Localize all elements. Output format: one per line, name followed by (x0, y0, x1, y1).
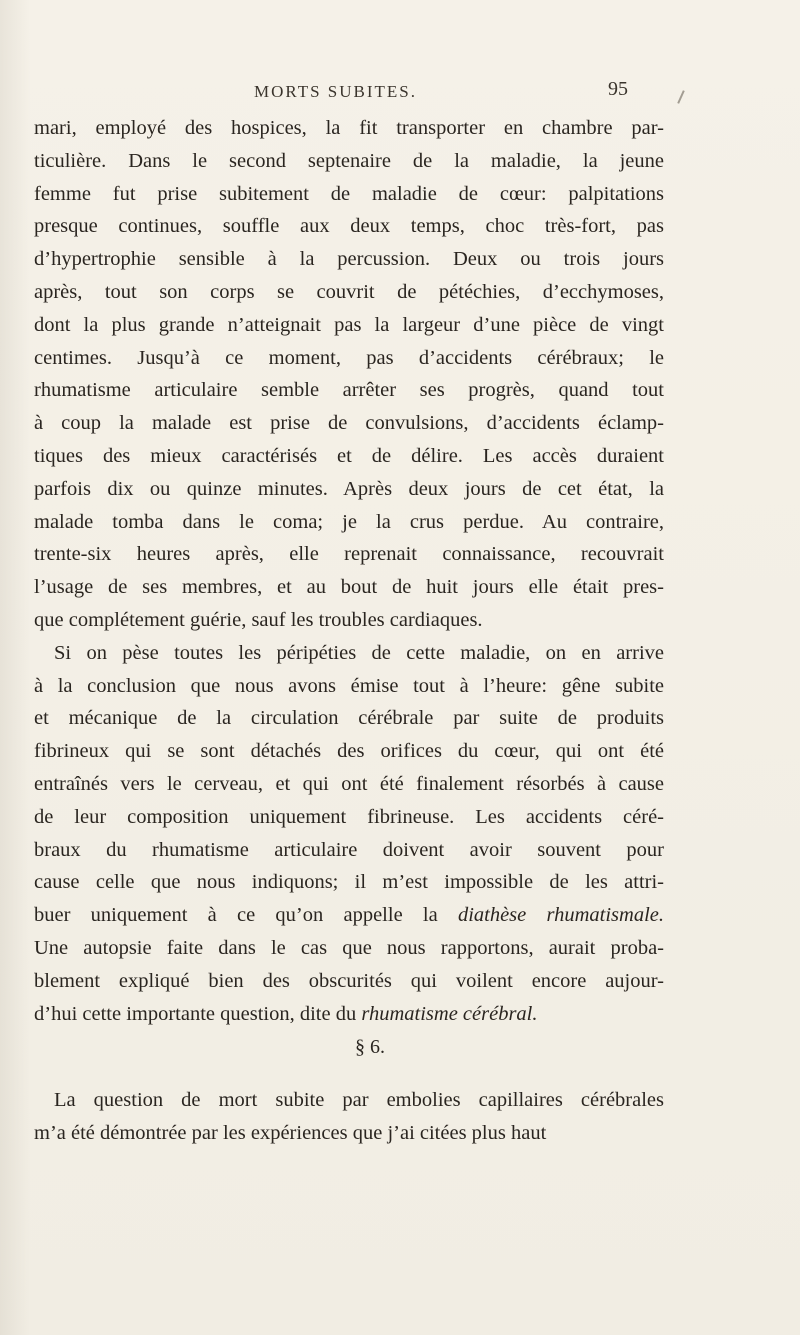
text-line: rhumatisme articulaire semble arrêter ses progrès, quand tout (34, 379, 664, 402)
running-head: MORTS SUBITES. (254, 82, 418, 101)
page-number: 95 (608, 78, 628, 100)
text-line: malade tomba dans le coma; je la crus perdue. Au contraire, (34, 510, 664, 533)
text-line: à la conclusion que nous avons émise tout à l’heure: gêne subite (34, 674, 664, 697)
section-heading (0, 1036, 800, 1059)
text-line: Si on pèse toutes les péripéties de cette maladie, on en arrive (54, 641, 664, 664)
text-line (34, 899, 664, 932)
text-line: m’a été démontrée par les expériences que j’ai citées plus haut (34, 1121, 547, 1144)
text-line: femme fut prise subitement de maladie de cœur: palpitations (34, 182, 664, 205)
text-line: braux du rhumatisme articulaire doivent avoir souvent pour (34, 838, 664, 861)
text-line: et mécanique de la circulation cérébrale par suite de produits (34, 707, 664, 730)
text-line: que complétement guérie, sauf les troubles cardiaques. (34, 608, 483, 631)
text-line: ticulière. Dans le second septenaire de la maladie, la jeune (34, 149, 664, 172)
text-line: entraînés vers le cerveau, et qui ont été finalement résorbés à cause (34, 772, 664, 795)
text-line: Une autopsie faite dans le cas que nous rapportons, aurait proba- (34, 936, 664, 959)
italic-term: rhumatisme cérébral. (361, 1002, 538, 1025)
text-line: cause celle que nous indiquons; il m’est impossible de les attri- (34, 871, 664, 894)
text-line: parfois dix ou quinze minutes. Après deux jours de cet état, la (34, 477, 664, 500)
italic-term: diathèse rhumatismale. (457, 904, 664, 927)
text-line: fibrineux qui se sont détachés des orifices du cœur, qui ont été (34, 740, 664, 763)
text-line: La question de mort subite par embolies capillaires cérébrales (54, 1089, 664, 1111)
text-line: mari, employé des hospices, la fit transporter en chambre par- (34, 117, 664, 139)
text-line: trente-six heures après, elle reprenait connaissance, recouvrait (34, 543, 664, 566)
paragraph-2 (34, 637, 664, 1031)
text-line: l’usage de ses membres, et au bout de huit jours elle était pres- (34, 576, 664, 599)
paragraph-3 (34, 1084, 664, 1150)
paragraph-1 (34, 112, 664, 637)
text-line: d’hypertrophie sensible à la percussion. Deux ou trois jours (34, 248, 664, 271)
text-segment: d’hui cette importante question, dite du (34, 1002, 357, 1025)
text-line: de leur composition uniquement fibrineuse. Les accidents céré- (34, 805, 664, 828)
text-line: presque continues, souffle aux deux temps, choc très-fort, pas (34, 215, 664, 238)
text-line: dont la plus grande n’atteignait pas la largeur d’une pièce de vingt (34, 313, 664, 336)
text-line: centimes. Jusqu’à ce moment, pas d’accidents cérébraux; le (34, 346, 664, 369)
text-line: à coup la malade est prise de convulsions, d’accidents éclamp- (34, 412, 664, 435)
text-line (34, 998, 664, 1031)
section-label: § 6. (355, 1036, 385, 1058)
text-segment: buer uniquement à ce qu’on appelle la (34, 904, 438, 927)
text-line: après, tout son corps se couvrit de pétéchies, d’ecchymoses, (34, 280, 664, 303)
text-line: blement expliqué bien des obscurités qui voilent encore aujour- (34, 969, 664, 992)
body-text (34, 112, 664, 1030)
text-line: tiques des mieux caractérisés et de délire. Les accès duraient (34, 444, 664, 467)
